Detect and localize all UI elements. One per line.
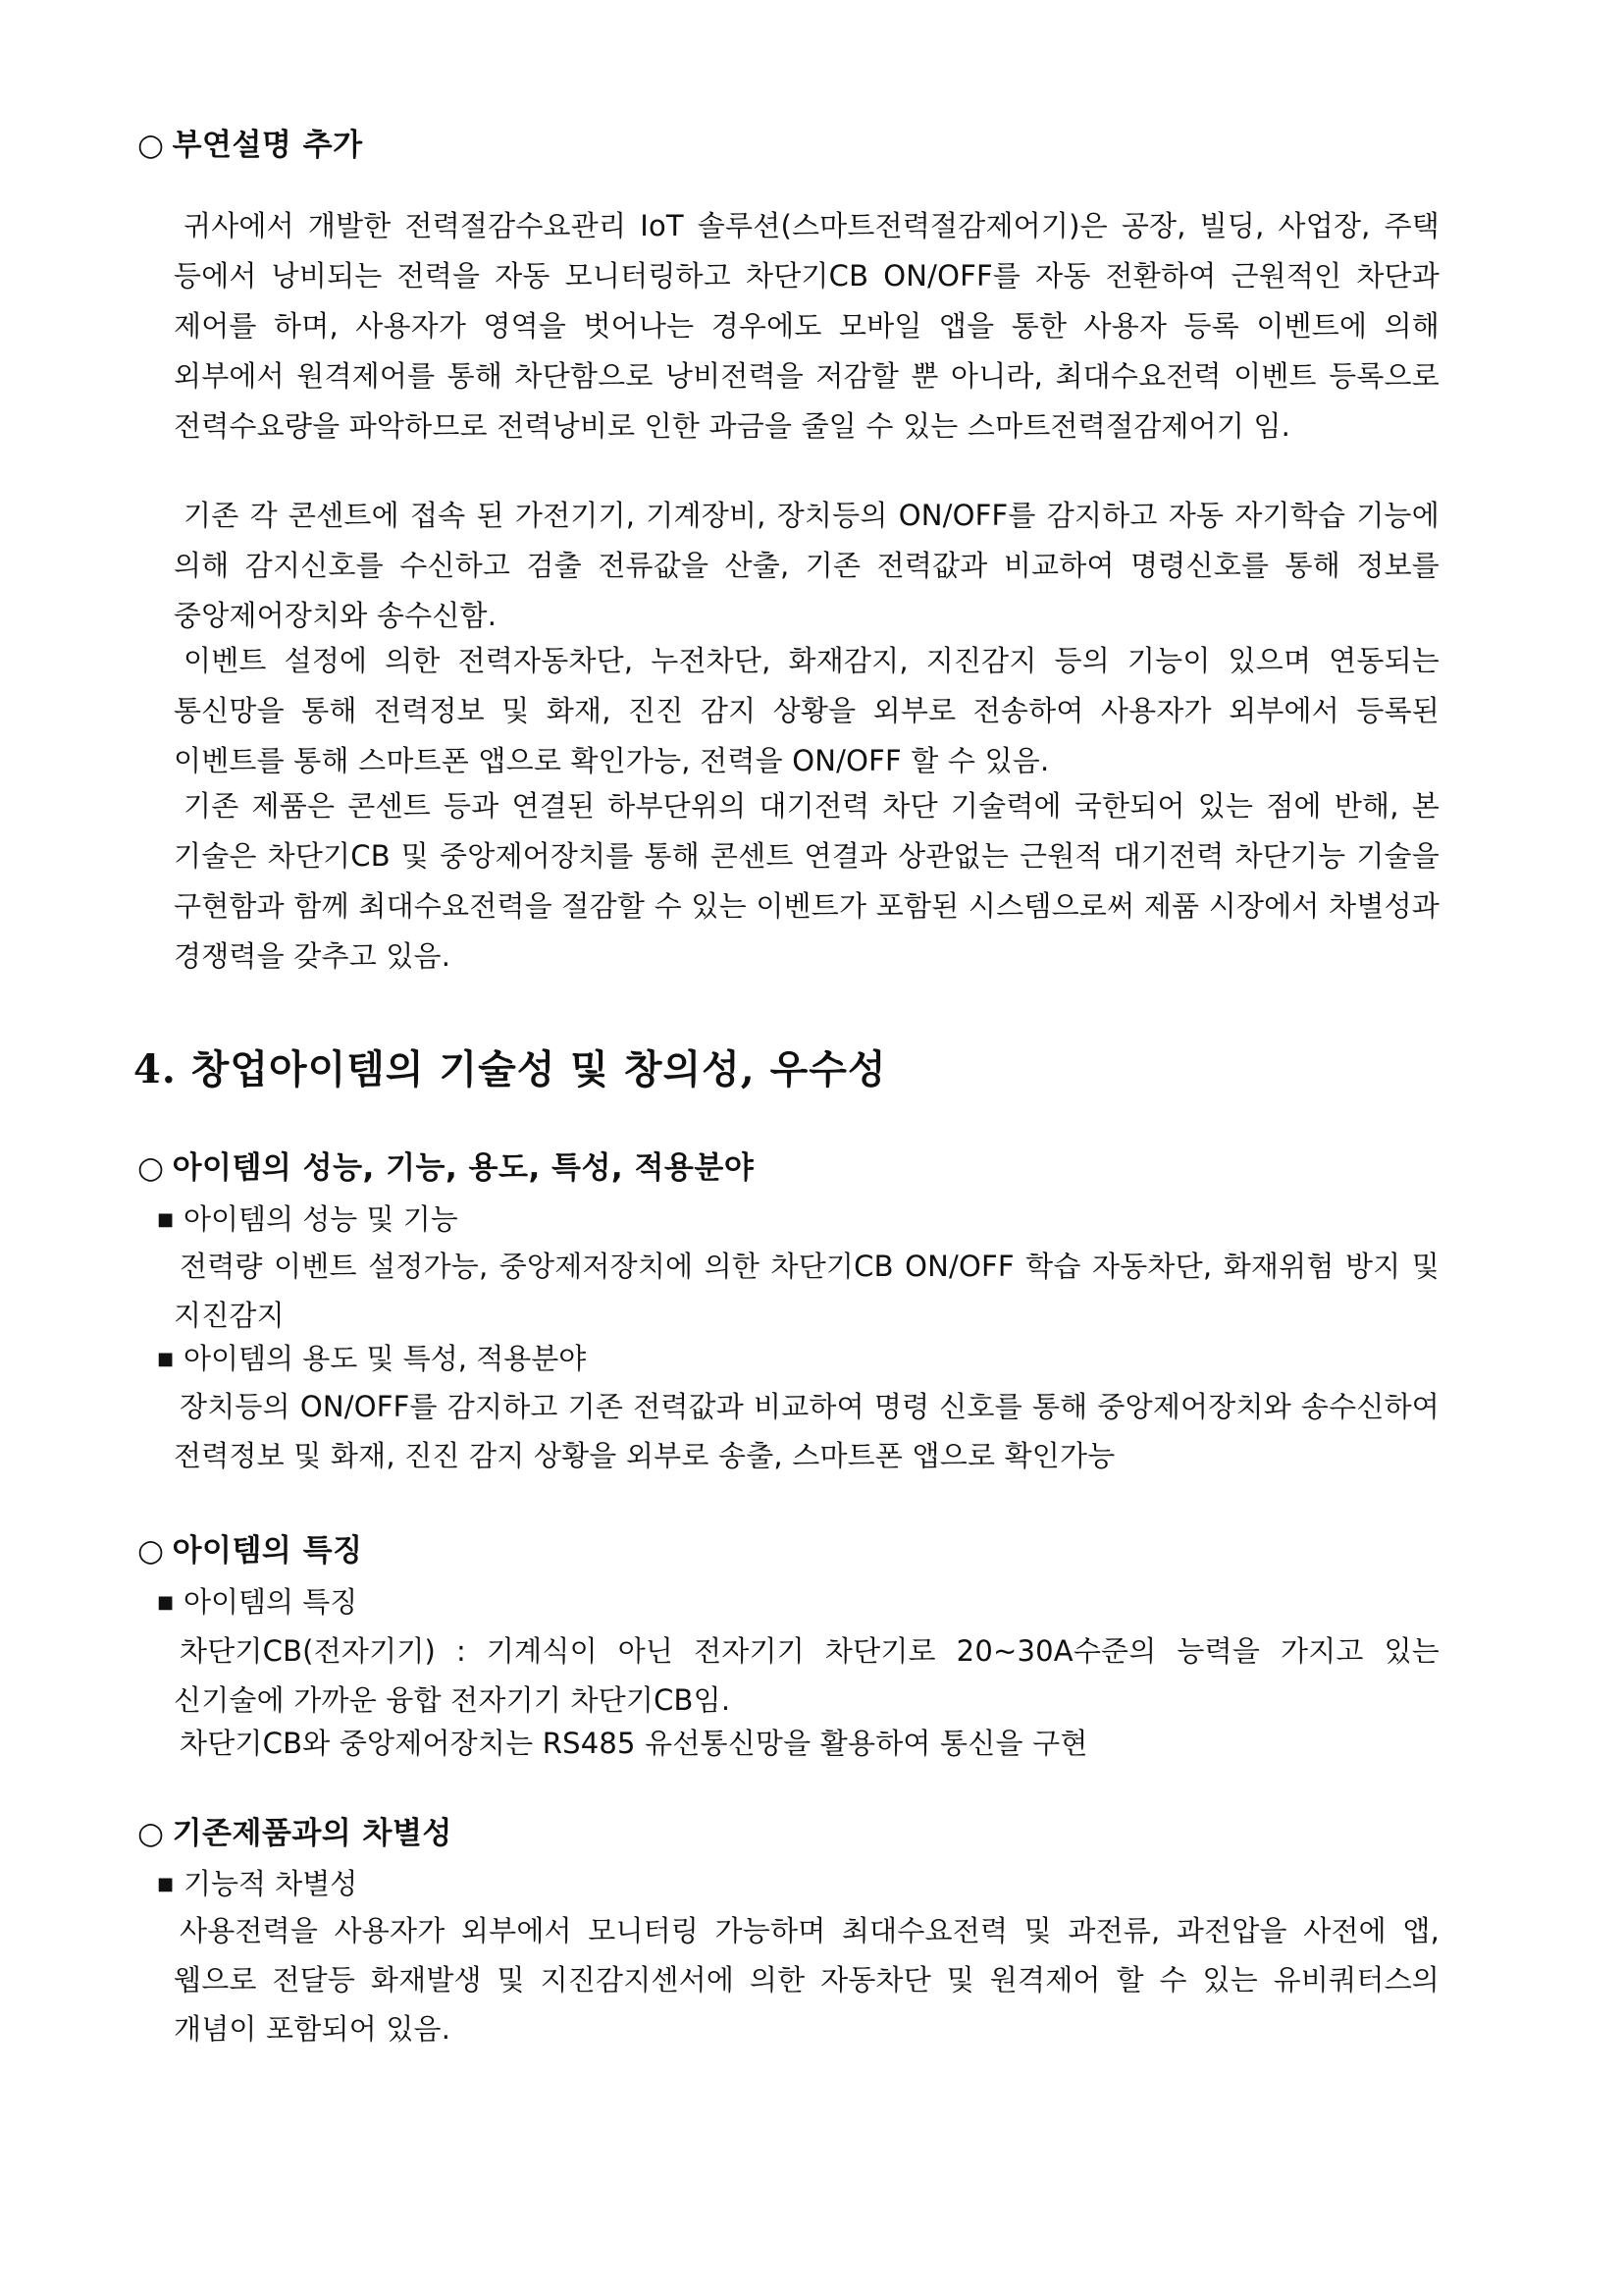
paragraph-supplement-1: 귀사에서 개발한 전력절감수요관리 IoT 솔루션(스마트전력절감제어기)은 공장, 빌딩, 사업장, 주택 등에서 낭비되는 전력을 자동 모니터링하고 차단기CB ON/OFF를 자동 전환하여 근원적인 차단과 제어를 하며, 사용자가 영역을 벗어나는 경우에도 모바일 앱을 통한 사용자 등록 이벤트에 의해 외부에서 원격제어를 통해 차단함으로 낭비전력을 저감할 뿐 아니라, 최대수요전력 이벤트 등록으로 전력수요량을 파악하므로 전력낭비로 인한 과금을 줄일 수 있는 스마트전력절감제어기 임. [174, 209, 1440, 443]
text-features-cb: 차단기CB(전자기기) : 기계식이 아닌 전자기기 차단기로 20~30A수준의 능력을 가지고 있는 신기술에 가까운 융합 전자기기 차단기CB임. [174, 1634, 1440, 1717]
bullet-functional-differentiation: ■ 기능적 차별성 [157, 1867, 358, 1900]
text-functional-differentiation: 사용전력을 사용자가 외부에서 모니터링 가능하며 최대수요전력 및 과전류, 과전압을 사전에 앱, 웹으로 전달등 화재발생 및 지진감지센서에 의한 자동차단 및 원격제어 할 수 있는 유비쿼터스의 개념이 포함되어 있음. [174, 1914, 1440, 2046]
bullet-features: ■ 아이템의 특징 [157, 1585, 358, 1619]
circle-bullet-icon: ○ [137, 1150, 165, 1186]
section-heading-differentiation: ○ 기존제품과의 차별성 [137, 1816, 452, 1851]
bullet-usage-application: ■ 아이템의 용도 및 특성, 적용분야 [157, 1342, 587, 1375]
text-features-rs485: 차단기CB와 중앙제어장치는 RS485 유선통신망을 활용하여 통신을 구현 [180, 1727, 1088, 1760]
circle-bullet-icon: ○ [137, 128, 165, 163]
bullet-performance-function: ■ 아이템의 성능 및 기능 [157, 1202, 458, 1236]
square-bullet-icon: ■ [157, 1592, 175, 1613]
text-performance-function: 전력량 이벤트 설정가능, 중앙제저장치에 의한 차단기CB ON/OFF 학습 자동차단, 화재위험 방지 및 지진감지 [174, 1250, 1440, 1332]
section-heading-features: ○ 아이템의 특징 [137, 1533, 363, 1569]
square-bullet-icon: ■ [157, 1209, 175, 1230]
circle-bullet-icon: ○ [137, 1816, 165, 1851]
section-heading-supplement: ○ 부연설명 추가 [137, 128, 363, 163]
paragraph-supplement-2: 기존 각 콘센트에 접속 된 가전기기, 기계장비, 장치등의 ON/OFF를 감지하고 자동 자기학습 기능에 의해 감지신호를 수신하고 검출 전류값을 산출, 기존 전력값과 비교하여 명령신호를 통해 정보를 중앙제어장치와 송수신함. [174, 499, 1440, 632]
text-usage-application: 장치등의 ON/OFF를 감지하고 기존 전력값과 비교하여 명령 신호를 통해 중앙제어장치와 송수신하여 전력정보 및 화재, 진진 감지 상황을 외부로 송출, 스마트폰 앱으로 확인가능 [174, 1390, 1440, 1472]
paragraph-supplement-3: 이벤트 설정에 의한 전력자동차단, 누전차단, 화재감지, 지진감지 등의 기능이 있으며 연동되는 통신망을 통해 전력정보 및 화재, 진진 감지 상황을 외부로 전송하여 사용자가 외부에서 등록된 이벤트를 통해 스마트폰 앱으로 확인가능, 전력을 ON/OFF 할 수 있음. [174, 644, 1440, 777]
square-bullet-icon: ■ [157, 1874, 175, 1894]
section-heading-performance: ○ 아이템의 성능, 기능, 용도, 특성, 적용분야 [137, 1150, 755, 1186]
paragraph-supplement-4: 기존 제품은 콘센트 등과 연결된 하부단위의 대기전력 차단 기술력에 국한되어 있는 점에 반해, 본 기술은 차단기CB 및 중앙제어장치를 통해 콘센트 연결과 상관없는 근원적 대기전력 차단기능 기술을 구현함과 함께 최대수요전력을 절감할 수 있는 이벤트가 포함된 시스템으로써 제품 시장에서 차별성과 경쟁력을 갖추고 있음. [174, 789, 1440, 973]
chapter-title: 4. 창업아이템의 기술성 및 창의성, 우수성 [133, 1046, 887, 1092]
circle-bullet-icon: ○ [137, 1533, 165, 1569]
square-bullet-icon: ■ [157, 1349, 175, 1369]
